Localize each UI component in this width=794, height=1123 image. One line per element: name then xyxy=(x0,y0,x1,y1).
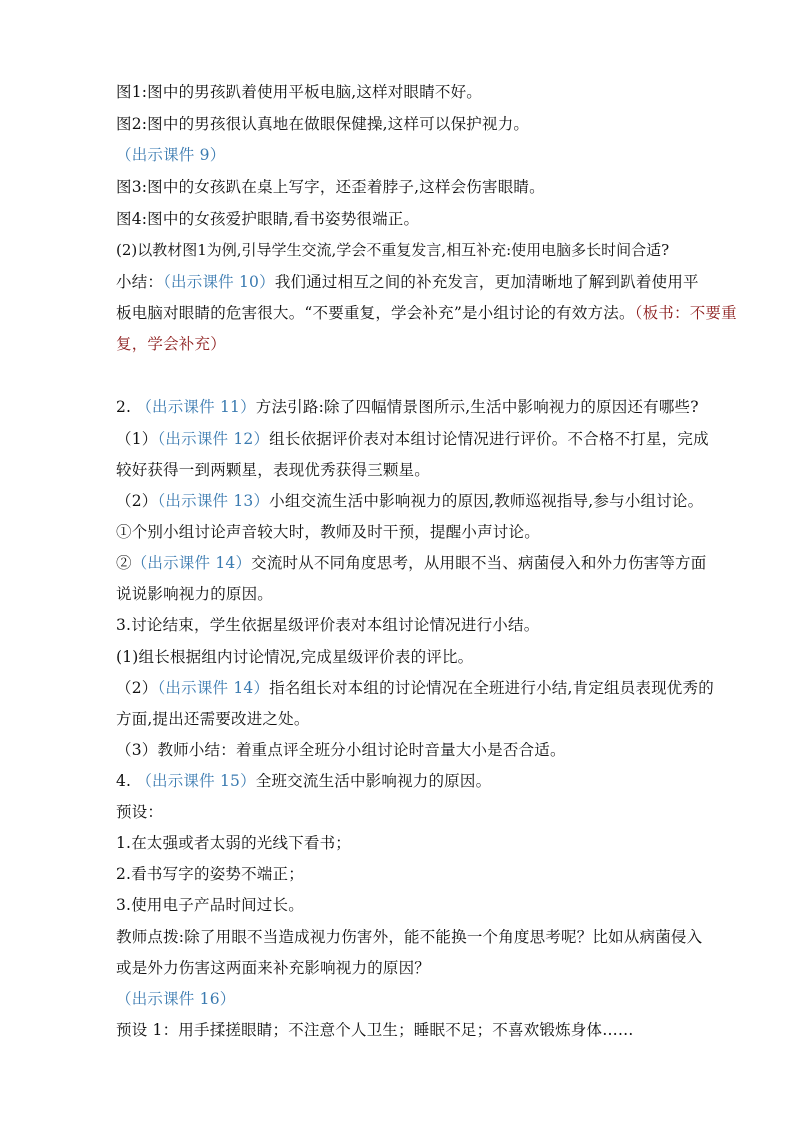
list-item: 1.在太强或者太弱的光线下看书； xyxy=(116,834,351,852)
courseware-cue: （出示课件 15） xyxy=(136,772,256,790)
courseware-cue: （出示课件 9） xyxy=(116,146,226,164)
paragraph-line xyxy=(116,771,491,791)
item-number: （1） xyxy=(116,430,158,448)
summary-label: 小结： xyxy=(116,273,164,291)
list-item: 3.使用电子产品时间过长。 xyxy=(116,896,304,914)
paragraph-line: 较好获得一到两颗星，表现优秀获得三颗星。 xyxy=(116,461,431,479)
paragraph-line: (1)组长根据组内讨论情况,完成星级评价表的评比。 xyxy=(116,648,474,666)
preset-heading: 预设： xyxy=(116,803,164,821)
board-note: （板书：不要重 xyxy=(634,304,737,322)
paragraph-line xyxy=(116,429,709,449)
paragraph-line xyxy=(116,303,737,323)
paragraph-line: 预设 1：用手揉搓眼睛；不注意个人卫生；睡眠不足；不喜欢锻炼身体…… xyxy=(116,1021,634,1039)
courseware-cue: （出示课件 12） xyxy=(157,430,270,448)
paragraph-text: 全班交流生活中影响视力的原因。 xyxy=(255,772,492,790)
courseware-cue: （出示课件 10） xyxy=(163,273,275,291)
paragraph-line: 3.讨论结束，学生依据星级评价表对本组讨论情况进行小结。 xyxy=(116,616,540,634)
item-number: （2） xyxy=(116,492,158,510)
paragraph-line: 图3:图中的女孩趴在桌上写字，还歪着脖子,这样会伤害眼睛。 xyxy=(116,178,545,196)
courseware-cue: （出示课件 14） xyxy=(157,679,270,697)
board-note: 复，学会补充） xyxy=(116,335,226,353)
paragraph-line xyxy=(116,678,714,698)
paragraph-line xyxy=(116,553,706,573)
paragraph-line: 图1:图中的男孩趴着使用平板电脑,这样对眼睛不好。 xyxy=(116,83,483,101)
paragraph-line xyxy=(116,397,699,417)
paragraph-text: 我们通过相互之间的补充发言，更加清晰地了解到趴着使用平 xyxy=(274,273,699,291)
paragraph-line: 或是外力伤害这两面来补充影响视力的原因？ xyxy=(116,959,431,977)
courseware-cue: （出示课件 16） xyxy=(116,990,236,1008)
list-item: 2.看书写字的姿势不端正； xyxy=(116,865,304,883)
courseware-cue: （出示课件 11） xyxy=(136,398,256,416)
item-number: 2. xyxy=(116,398,137,416)
paragraph-line: 说说影响视力的原因。 xyxy=(116,585,274,603)
item-number: ② xyxy=(116,554,132,572)
paragraph-text: 指名组长对本组的讨论情况在全班进行小结,肯定组员表现优秀的 xyxy=(269,679,714,697)
item-number: 4. xyxy=(116,772,137,790)
paragraph-line: 教师点拨:除了用眼不当造成视力伤害外，能不能换一个角度思考呢？比如从病菌侵入 xyxy=(116,928,703,946)
paragraph-text: 小组交流生活中影响视力的原因,教师巡视指导,参与小组讨论。 xyxy=(269,492,704,510)
paragraph-text: 板电脑对眼睛的危害很大。“不要重复，学会补充”是小组讨论的有效方法。 xyxy=(116,304,635,322)
paragraph-text: 交流时从不同角度思考，从用眼不当、病菌侵入和外力伤害等方面 xyxy=(251,554,707,572)
paragraph-text: 组长依据评价表对本组讨论情况进行评价。不合格不打星，完成 xyxy=(269,430,709,448)
paragraph-line: （3）教师小结：着重点评全班分小组讨论时音量大小是否合适。 xyxy=(116,741,566,759)
paragraph-line xyxy=(116,272,699,292)
paragraph-line: 图2:图中的男孩很认真地在做眼保健操,这样可以保护视力。 xyxy=(116,115,530,133)
item-number: （2） xyxy=(116,679,158,697)
paragraph-text: 方法引路:除了四幅情景图所示,生活中影响视力的原因还有哪些? xyxy=(255,398,699,416)
courseware-cue: （出示课件 14） xyxy=(131,554,252,572)
paragraph-line: (2)以教材图1为例,引导学生交流,学会不重复发言,相互补充:使用电脑多长时间合适? xyxy=(116,241,670,259)
paragraph-line xyxy=(116,491,703,511)
paragraph-line: 方面,提出还需要改进之处。 xyxy=(116,710,310,728)
paragraph-line: ①个别小组讨论声音较大时，教师及时干预，提醒小声讨论。 xyxy=(116,523,540,541)
courseware-cue: （出示课件 13） xyxy=(157,492,270,510)
paragraph-line: 图4:图中的女孩爱护眼睛,看书姿势很端正。 xyxy=(116,210,420,228)
